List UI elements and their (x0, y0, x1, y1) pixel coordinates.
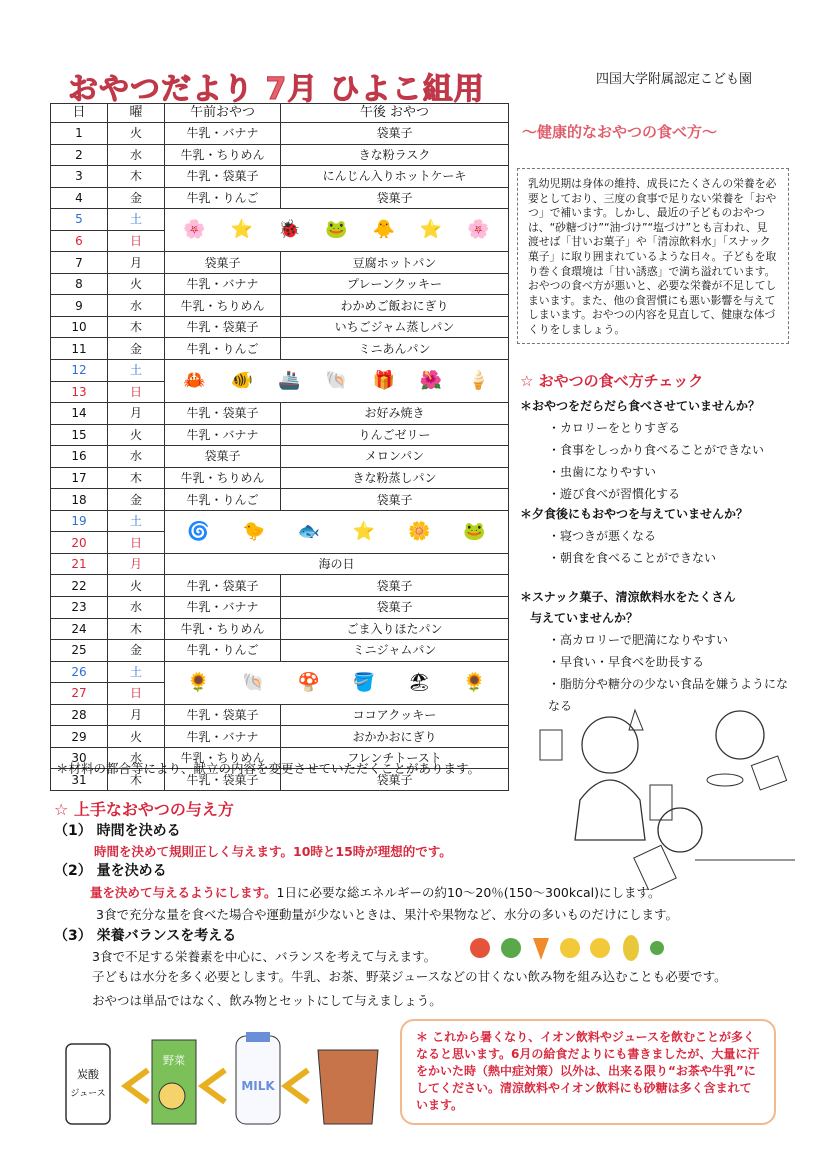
school-name: 四国大学附属認定こども園 (596, 72, 753, 87)
check-item: ・食事をしっかり食べることができない (548, 443, 765, 457)
day-cell: 4 (51, 187, 108, 209)
decoration-icon: 🦀 (183, 370, 206, 392)
pm-snack-cell: プレーンクッキー (281, 273, 509, 295)
decoration-icon: 🐚 (325, 370, 348, 392)
pm-snack-cell: 袋菓子 (281, 575, 509, 597)
pm-snack-cell: きな粉ラスク (281, 144, 509, 166)
decoration-icon: 🍄 (297, 671, 320, 693)
decoration-icon: 🐤 (242, 520, 265, 542)
table-row (51, 489, 509, 511)
pm-snack-cell: お好み焼き (281, 403, 509, 425)
am-snack-cell: 牛乳・ちりめん (165, 467, 281, 489)
table-row (51, 252, 509, 274)
am-snack-cell: 牛乳・りんご (165, 187, 281, 209)
day-cell: 11 (51, 338, 108, 360)
weekday-cell: 土 (108, 661, 165, 683)
pm-snack-cell: 豆腐ホットパン (281, 252, 509, 274)
question-1: ＊おやつをだらだら食べさせていませんか？ (520, 399, 761, 413)
day-cell: 23 (51, 597, 108, 619)
day-cell: 30 (51, 747, 108, 769)
pm-snack-cell: フレンチトースト (281, 747, 509, 769)
weekend-decoration (165, 360, 509, 403)
am-snack-cell: 牛乳・袋菓子 (165, 403, 281, 425)
weekday-cell: 木 (108, 769, 165, 791)
am-snack-cell: 牛乳・ちりめん (165, 144, 281, 166)
svg-text:MILK: MILK (241, 1079, 275, 1093)
can-label: 炭酸 (77, 1068, 99, 1081)
check-item: ・虫歯になりやすい (548, 465, 657, 479)
s2-title: （2） 量を決める (54, 863, 167, 879)
day-cell: 22 (51, 575, 108, 597)
pm-snack-cell: おかかおにぎり (281, 726, 509, 748)
decoration-icon: 🌀 (187, 520, 210, 542)
decoration-icon: 🚢 (277, 370, 301, 392)
pm-snack-cell: にんじん入りホットケーキ (281, 166, 509, 188)
page-title: おやつだより 7月 ひよこ組用 (68, 72, 485, 107)
drinks-illustration (60, 1030, 390, 1130)
s3-title: （3） 栄養バランスを考える (54, 928, 237, 944)
pm-snack-cell: りんごゼリー (281, 424, 509, 446)
decoration-icon: ⭐ (352, 520, 376, 542)
header-pm: 午後 おやつ (281, 104, 509, 123)
weekend-decoration (165, 510, 509, 553)
weekday-cell: 火 (108, 575, 165, 597)
day-cell: 17 (51, 467, 108, 489)
am-snack-cell: 牛乳・りんご (165, 338, 281, 360)
day-cell: 25 (51, 640, 108, 662)
table-header (51, 104, 509, 123)
weekday-cell: 月 (108, 252, 165, 274)
weekday-cell: 木 (108, 618, 165, 640)
pm-snack-cell: 袋菓子 (281, 187, 509, 209)
weekday-cell: 火 (108, 726, 165, 748)
day-cell: 8 (51, 273, 108, 295)
table-row (51, 403, 509, 425)
decoration-icon: 🌺 (419, 370, 443, 392)
pm-snack-cell: ごま入りほたパン (281, 618, 509, 640)
table-row (51, 273, 509, 295)
weekday-cell: 月 (108, 553, 165, 575)
svg-text:ジュース: ジュース (70, 1089, 106, 1099)
s1-title: （1） 時間を決める (54, 823, 181, 839)
am-snack-cell: 牛乳・ちりめん (165, 747, 281, 769)
day-cell: 5 (51, 209, 108, 231)
decoration-icon: 🏖 (407, 671, 431, 693)
check-section (520, 370, 810, 714)
weekday-cell: 日 (108, 381, 165, 403)
weekday-cell: 金 (108, 338, 165, 360)
s3-line2: 子どもは水分を多く必要とします。牛乳、お茶、野菜ジュースなどの甘くない飲み物を組み込むことも必要です。 (92, 969, 727, 984)
decoration-icon: 🐠 (230, 370, 254, 392)
weekday-cell: 金 (108, 640, 165, 662)
check-item: ・脂肪分や糖分の少ない食品を嫌うようにな (548, 677, 789, 691)
question-3b: 与えていませんか？ (530, 611, 639, 625)
holiday-cell: 海の日 (165, 553, 509, 575)
pm-snack-cell: ミニあんパン (281, 338, 509, 360)
menu-table (50, 103, 509, 791)
table-row (51, 166, 509, 188)
day-cell: 18 (51, 489, 108, 511)
weekday-cell: 火 (108, 123, 165, 145)
weekday-cell: 水 (108, 295, 165, 317)
pm-snack-cell: いちごジャム蒸しパン (281, 316, 509, 338)
pm-snack-cell: 袋菓子 (281, 123, 509, 145)
weekday-cell: 金 (108, 489, 165, 511)
table-row (51, 597, 509, 619)
decoration-icon: 🌸 (467, 219, 490, 241)
day-cell: 3 (51, 166, 108, 188)
check-item: ・早食い・早食べを助長する (548, 655, 705, 669)
day-cell: 12 (51, 360, 108, 382)
am-snack-cell: 牛乳・ちりめん (165, 295, 281, 317)
day-cell: 29 (51, 726, 108, 748)
s2-line1 (90, 883, 661, 901)
pm-snack-cell: 袋菓子 (281, 489, 509, 511)
am-snack-cell: 牛乳・袋菓子 (165, 704, 281, 726)
pm-snack-cell: ミニジャムパン (281, 640, 509, 662)
day-cell: 31 (51, 769, 108, 791)
day-cell: 28 (51, 704, 108, 726)
weekday-cell: 土 (108, 510, 165, 532)
weekday-cell: 月 (108, 704, 165, 726)
table-row (51, 338, 509, 360)
decoration-icon: 🐸 (463, 520, 486, 542)
day-cell: 24 (51, 618, 108, 640)
weekday-cell: 木 (108, 166, 165, 188)
svg-text:野菜: 野菜 (163, 1054, 185, 1067)
table-row (51, 295, 509, 317)
pm-snack-cell: わかめご飯おにぎり (281, 295, 509, 317)
summer-drink-callout: ＊ これから暑くなり、イオン飲料やジュースを飲むことが多くなると思います。6月の給食だよりにも書きましたが、大量に汗をかいた時（熱中症対策）以外は、出来る限り“お茶や牛乳”にしてください。清涼飲料やイオン飲料にも砂糖は多く含まれています。 (400, 1019, 776, 1125)
day-cell: 20 (51, 532, 108, 554)
weekday-cell: 月 (108, 403, 165, 425)
check-item: ・寝つきが悪くなる (548, 529, 657, 543)
decoration-icon: ⭐ (230, 219, 254, 241)
decoration-icon: 🐥 (372, 219, 395, 241)
table-row (51, 553, 509, 575)
am-snack-cell: 牛乳・袋菓子 (165, 316, 281, 338)
weekday-cell: 土 (108, 209, 165, 231)
table-row (51, 316, 509, 338)
pm-snack-cell: 袋菓子 (281, 597, 509, 619)
weekday-cell: 金 (108, 187, 165, 209)
am-snack-cell: 牛乳・バナナ (165, 597, 281, 619)
table-row (51, 704, 509, 726)
s3-line1: 3食で不足する栄養素を中心に、バランスを考えて与えます。 (92, 949, 437, 964)
am-snack-cell: 牛乳・バナナ (165, 123, 281, 145)
pm-snack-cell: メロンパン (281, 446, 509, 468)
day-cell: 10 (51, 316, 108, 338)
table-row (51, 575, 509, 597)
weekday-cell: 土 (108, 360, 165, 382)
decoration-icon: 🐞 (277, 219, 301, 241)
weekday-cell: 木 (108, 467, 165, 489)
table-row (51, 360, 509, 382)
table-row (51, 618, 509, 640)
s2-rest: 1日に必要な総エネルギーの約10～20％(150～300kcal)にします。 (276, 885, 661, 900)
weekday-cell: 木 (108, 316, 165, 338)
table-row (51, 661, 509, 683)
change-note: ＊材料の都合等により、献立の内容を変更させていただくことがあります。 (56, 761, 481, 776)
check-item: なる (548, 699, 573, 713)
decoration-icon: 🌼 (407, 520, 431, 542)
bottom-section (54, 797, 234, 820)
decoration-icon: 🐚 (242, 671, 265, 693)
am-snack-cell: 牛乳・ちりめん (165, 618, 281, 640)
decoration-icon: 🎁 (372, 370, 395, 392)
weekday-cell: 日 (108, 683, 165, 705)
am-snack-cell: 牛乳・りんご (165, 640, 281, 662)
header-weekday: 曜 (108, 104, 165, 123)
decoration-icon: 🍦 (467, 370, 490, 392)
header-am: 午前おやつ (165, 104, 281, 123)
table-row (51, 144, 509, 166)
weekday-cell: 水 (108, 747, 165, 769)
decoration-icon: 🐸 (325, 219, 348, 241)
am-snack-cell: 牛乳・バナナ (165, 273, 281, 295)
s1-text: 時間を決めて規則正しく与えます。10時と15時が理想的です。 (94, 844, 452, 859)
weekday-cell: 水 (108, 597, 165, 619)
am-snack-cell: 牛乳・バナナ (165, 424, 281, 446)
check-item: ・高カロリーで肥満になりやすい (548, 633, 729, 647)
day-cell: 6 (51, 230, 108, 252)
pm-snack-cell: ココアクッキー (281, 704, 509, 726)
day-cell: 7 (51, 252, 108, 274)
table-row (51, 424, 509, 446)
question-2: ＊夕食後にもおやつを与えていませんか？ (520, 507, 749, 521)
question-3a: ＊スナック菓子、清涼飲料水をたくさん (520, 590, 736, 604)
decoration-icon: 🌻 (463, 671, 486, 693)
am-snack-cell: 牛乳・りんご (165, 489, 281, 511)
weekend-decoration (165, 209, 509, 252)
weekday-cell: 火 (108, 424, 165, 446)
check-item: ・朝食を食べることができない (548, 551, 717, 565)
vegetables-illustration (465, 930, 665, 964)
decoration-icon: 🌸 (183, 219, 206, 241)
day-cell: 9 (51, 295, 108, 317)
day-cell: 15 (51, 424, 108, 446)
pm-snack-cell: きな粉蒸しパン (281, 467, 509, 489)
weekday-cell: 火 (108, 273, 165, 295)
day-cell: 16 (51, 446, 108, 468)
kids-eating-illustration (530, 690, 800, 890)
s2-line2: 3食で充分な量を食べた場合や運動量が少ないときは、果汁や果物など、水分の多いものだけにします。 (96, 907, 678, 922)
decoration-icon: ⭐ (419, 219, 443, 241)
day-cell: 26 (51, 661, 108, 683)
table-row (51, 187, 509, 209)
am-snack-cell: 牛乳・袋菓子 (165, 166, 281, 188)
weekday-cell: 日 (108, 230, 165, 252)
check-item: ・カロリーをとりすぎる (548, 421, 681, 435)
day-cell: 21 (51, 553, 108, 575)
weekday-cell: 日 (108, 532, 165, 554)
header-day: 日 (51, 104, 108, 123)
day-cell: 13 (51, 381, 108, 403)
table-row (51, 446, 509, 468)
table-row (51, 467, 509, 489)
am-snack-cell: 袋菓子 (165, 252, 281, 274)
table-row (51, 726, 509, 748)
weekday-cell: 水 (108, 144, 165, 166)
am-snack-cell: 牛乳・袋菓子 (165, 575, 281, 597)
pm-snack-cell: 袋菓子 (281, 769, 509, 791)
table-row (51, 209, 509, 231)
table-row (51, 123, 509, 145)
decoration-icon: 🌻 (187, 671, 210, 693)
s3-line3: おやつは単品ではなく、飲み物とセットにして与えましょう。 (92, 993, 442, 1008)
bottom-title: ☆ 上手なおやつの与え方 (54, 800, 234, 819)
healthy-heading: ～健康的なおやつの食べ方～ (522, 123, 718, 141)
decoration-icon: 🐟 (297, 520, 321, 542)
table-row (51, 510, 509, 532)
weekend-decoration (165, 661, 509, 704)
day-cell: 19 (51, 510, 108, 532)
weekday-cell: 水 (108, 446, 165, 468)
day-cell: 27 (51, 683, 108, 705)
am-snack-cell: 牛乳・バナナ (165, 726, 281, 748)
check-title: ☆ おやつの食べ方チェック (520, 372, 704, 390)
check-item: ・遊び食べが習慣化する (548, 487, 681, 501)
table-row (51, 640, 509, 662)
am-snack-cell: 袋菓子 (165, 446, 281, 468)
day-cell: 14 (51, 403, 108, 425)
day-cell: 2 (51, 144, 108, 166)
day-cell: 1 (51, 123, 108, 145)
intro-box: 乳幼児期は身体の維持、成長にたくさんの栄養を必要としており、三度の食事で足りない栄養を「おやつ」で補います。しかし、最近の子どものおやつは、“砂糖づけ”“油づけ”“塩づけ”とも言われ、見渡せば「甘いお菓子」や「清涼飲料水」「スナック菓子」に取り囲まれているような日々。子どもを取り巻く食環境は「甘い誘惑」で満ち溢れています。おやつの食べ方が悪いと、必要な栄養が不足してしまいます。また、他の食習慣にも悪い影響を与えてしまいます。おやつの内容を見直して、健康な体づくりをしましょう。 (517, 168, 789, 344)
s2-red: 量を決めて与えるようにします。 (90, 885, 277, 900)
decoration-icon: 🪣 (352, 671, 376, 693)
am-snack-cell: 牛乳・袋菓子 (165, 769, 281, 791)
